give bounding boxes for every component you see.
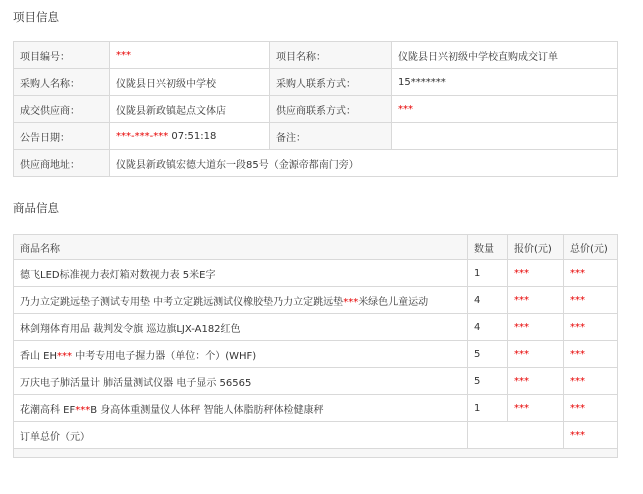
goods-row	[14, 287, 618, 314]
supplier-label: 成交供应商：	[14, 96, 110, 123]
order-total-row	[14, 422, 618, 449]
info-row	[14, 69, 618, 96]
product-name	[14, 368, 468, 395]
header-product-name: 商品名称	[14, 235, 468, 260]
product-name-text: 中考专用电子握力器（单位：个）(WHF)	[72, 350, 257, 362]
project-name-value: 仪陇县日兴初级中学校直购成交订单	[392, 42, 618, 69]
remark-label: 备注：	[270, 123, 392, 150]
unit-price: ***	[508, 314, 564, 341]
product-name	[14, 287, 468, 314]
goods-row	[14, 314, 618, 341]
product-name	[14, 341, 468, 368]
header-unit-price: 报价(元)	[508, 235, 564, 260]
unit-price: ***	[508, 368, 564, 395]
goods-header-row	[14, 235, 618, 260]
supplier-address-label: 供应商地址：	[14, 150, 110, 177]
quantity: 1	[468, 395, 508, 422]
product-name	[14, 260, 468, 287]
purchaser-name-value: 仪陇县日兴初级中学校	[110, 69, 270, 96]
goods-row	[14, 395, 618, 422]
masked-text: ***	[343, 296, 359, 308]
total-price: ***	[564, 287, 618, 314]
project-number-value: ***	[110, 42, 270, 69]
project-info-table	[13, 41, 618, 177]
unit-price: ***	[508, 287, 564, 314]
order-total-label: 订单总价（元）	[14, 422, 468, 449]
goods-row	[14, 341, 618, 368]
product-name-text: 乃力立定跳远垫子测试专用垫 中考立定跳远测试仪橡胶垫乃力立定跳远垫	[20, 296, 344, 308]
supplier-contact-value: ***	[392, 96, 618, 123]
announce-date-masked: ***-***-***	[116, 130, 169, 142]
goods-row	[14, 368, 618, 395]
purchaser-name-label: 采购人名称：	[14, 69, 110, 96]
product-name-text: 米绿色儿童运动	[358, 296, 429, 308]
table-footer-cell	[14, 449, 618, 458]
info-row	[14, 42, 618, 69]
purchaser-contact-label: 采购人联系方式：	[270, 69, 392, 96]
unit-price: ***	[508, 341, 564, 368]
product-name	[14, 314, 468, 341]
product-name-text: B 身高体重测量仪人体秤 智能人体脂肪秤体检健康秤	[90, 404, 324, 416]
table-footer-row	[14, 449, 618, 458]
total-price: ***	[564, 368, 618, 395]
total-price: ***	[564, 395, 618, 422]
masked-text: ***	[75, 404, 91, 416]
product-name-text: 德飞LED标准视力表灯箱对数视力表 5米E字	[20, 269, 216, 281]
info-row	[14, 150, 618, 177]
unit-price: ***	[508, 395, 564, 422]
supplier-contact-label: 供应商联系方式：	[270, 96, 392, 123]
product-name-text: 万庆电子肺活量计 肺活量测试仪器 电子显示 56565	[20, 377, 252, 389]
masked-text: ***	[57, 350, 73, 362]
project-name-label: 项目名称：	[270, 42, 392, 69]
info-row	[14, 96, 618, 123]
product-name-text: 香山 EH	[20, 350, 58, 362]
order-total-value: ***	[564, 422, 618, 449]
goods-info-title: 商品信息	[13, 201, 59, 215]
supplier-value: 仪陇县新政镇起点文体店	[110, 96, 270, 123]
quantity: 5	[468, 341, 508, 368]
quantity: 1	[468, 260, 508, 287]
quantity: 4	[468, 287, 508, 314]
product-name-text: 林剑翔体育用品 裁判发令旗 巡边旗LJX-A182红色	[20, 323, 241, 335]
info-row	[14, 123, 618, 150]
remark-value	[392, 123, 618, 150]
header-quantity: 数量	[468, 235, 508, 260]
quantity: 4	[468, 314, 508, 341]
header-total-price: 总价(元)	[564, 235, 618, 260]
project-number-label: 项目编号：	[14, 42, 110, 69]
announce-date-time: 07:51:18	[168, 130, 217, 142]
product-name	[14, 395, 468, 422]
total-price: ***	[564, 341, 618, 368]
announce-date-label: 公告日期：	[14, 123, 110, 150]
goods-table	[13, 234, 618, 458]
goods-row	[14, 260, 618, 287]
supplier-address-value: 仪陇县新政镇宏德大道东一段85号（金源帝都南门旁）	[110, 150, 618, 177]
announce-date-value	[110, 123, 270, 150]
purchaser-contact-value: 15*******	[392, 69, 618, 96]
quantity: 5	[468, 368, 508, 395]
total-price: ***	[564, 314, 618, 341]
order-total-spacer	[468, 422, 564, 449]
total-price: ***	[564, 260, 618, 287]
product-name-text: 花潮高科 EF	[20, 404, 76, 416]
project-info-title: 项目信息	[13, 10, 59, 24]
unit-price: ***	[508, 260, 564, 287]
